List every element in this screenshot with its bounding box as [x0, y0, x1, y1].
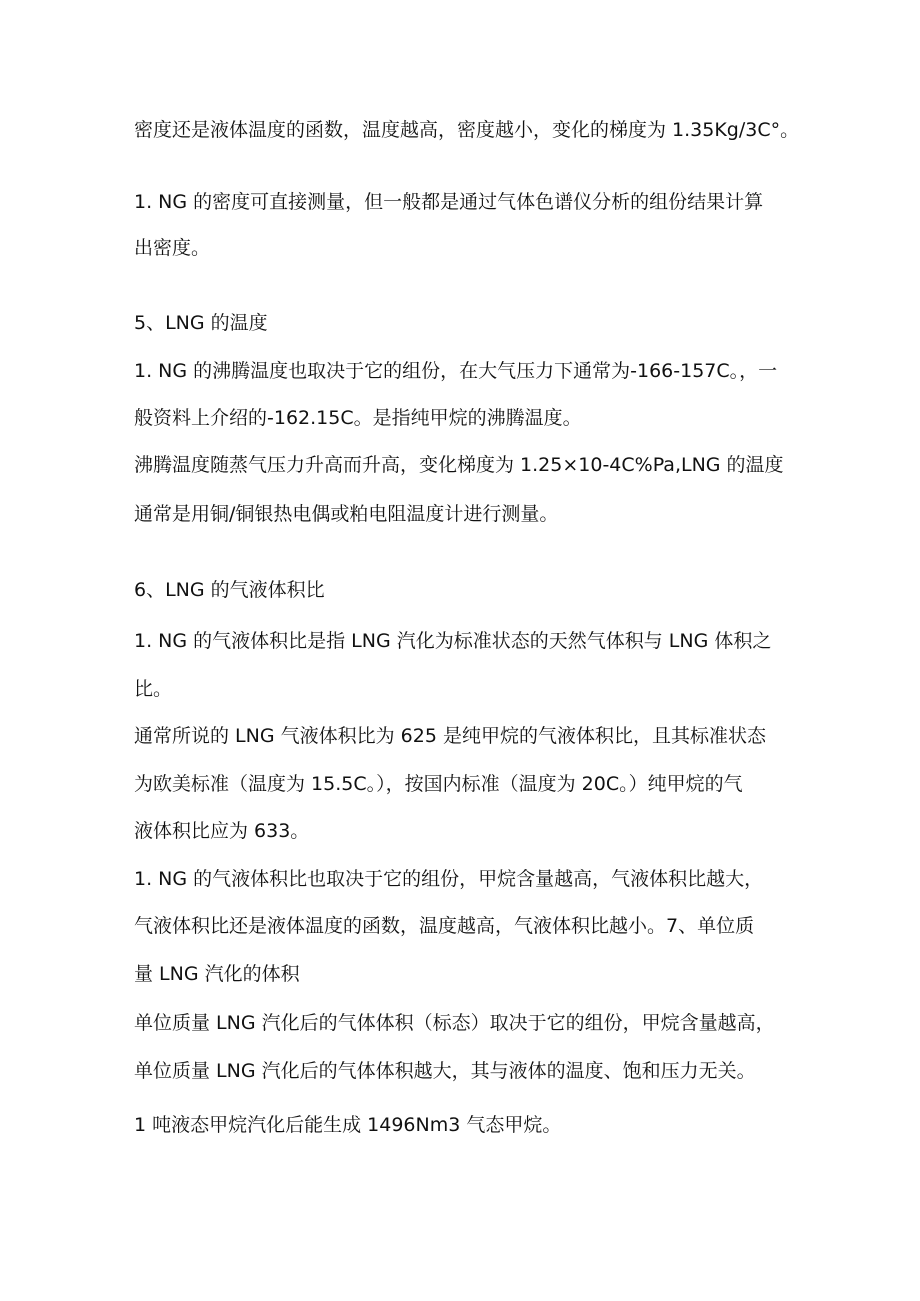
paragraph-line: 通常是用铜/铜银热电偶或粕电阻温度计进行测量。 — [134, 503, 559, 525]
paragraph-line: 液体积比应为 633。 — [134, 820, 310, 842]
paragraph-line: 为欧美标准（温度为 15.5C。），按国内标准（温度为 20C。）纯甲烷的气 — [134, 773, 743, 795]
paragraph-line: 密度还是液体温度的函数，温度越高，密度越小，变化的梯度为 1.35Kg∕3C°。 — [134, 119, 800, 141]
paragraph-line: 1 吨液态甲烷汽化后能生成 1496Nm3 气态甲烷。 — [134, 1114, 562, 1136]
paragraph-line: 沸腾温度随蒸气压力升高而升高，变化梯度为 1.25×10-4C%Pa,LNG 的温度 — [134, 454, 784, 476]
paragraph-line: 般资料上介绍的-162.15C。是指纯甲烷的沸腾温度。 — [134, 407, 582, 429]
paragraph-line: 1. NG 的气液体积比也取决于它的组份，甲烷含量越高，气液体积比越大， — [134, 868, 764, 890]
paragraph-line: 1. NG 的密度可直接测量，但一般都是通过气体色谱仪分析的组份结果计算 — [134, 191, 764, 213]
paragraph-line: 出密度。 — [134, 237, 211, 259]
section-heading: 5、LNG 的温度 — [134, 312, 268, 334]
paragraph-line: 单位质量 LNG 汽化后的气体体积越大，其与液体的温度、饱和压力无关。 — [134, 1060, 756, 1082]
section-heading: 6、LNG 的气液体积比 — [134, 579, 325, 601]
paragraph-line: 通常所说的 LNG 气液体积比为 625 是纯甲烷的气液体积比，且其标准状态 — [134, 725, 766, 747]
paragraph-line: 气液体积比还是液体温度的函数，温度越高，气液体积比越小。7、单位质 — [134, 915, 755, 937]
paragraph-line: 单位质量 LNG 汽化后的气体体积（标态）取决于它的组份，甲烷含量越高， — [134, 1012, 775, 1034]
paragraph-line: 1. NG 的沸腾温度也取决于它的组份，在大气压力下通常为-166-157C。，一 — [134, 360, 778, 382]
paragraph-line: 量 LNG 汽化的体积 — [134, 963, 300, 985]
paragraph-line: 1. NG 的气液体积比是指 LNG 汽化为标准状态的天然气体积与 LNG 体积之 — [134, 630, 772, 652]
paragraph-line: 比。 — [134, 678, 173, 700]
